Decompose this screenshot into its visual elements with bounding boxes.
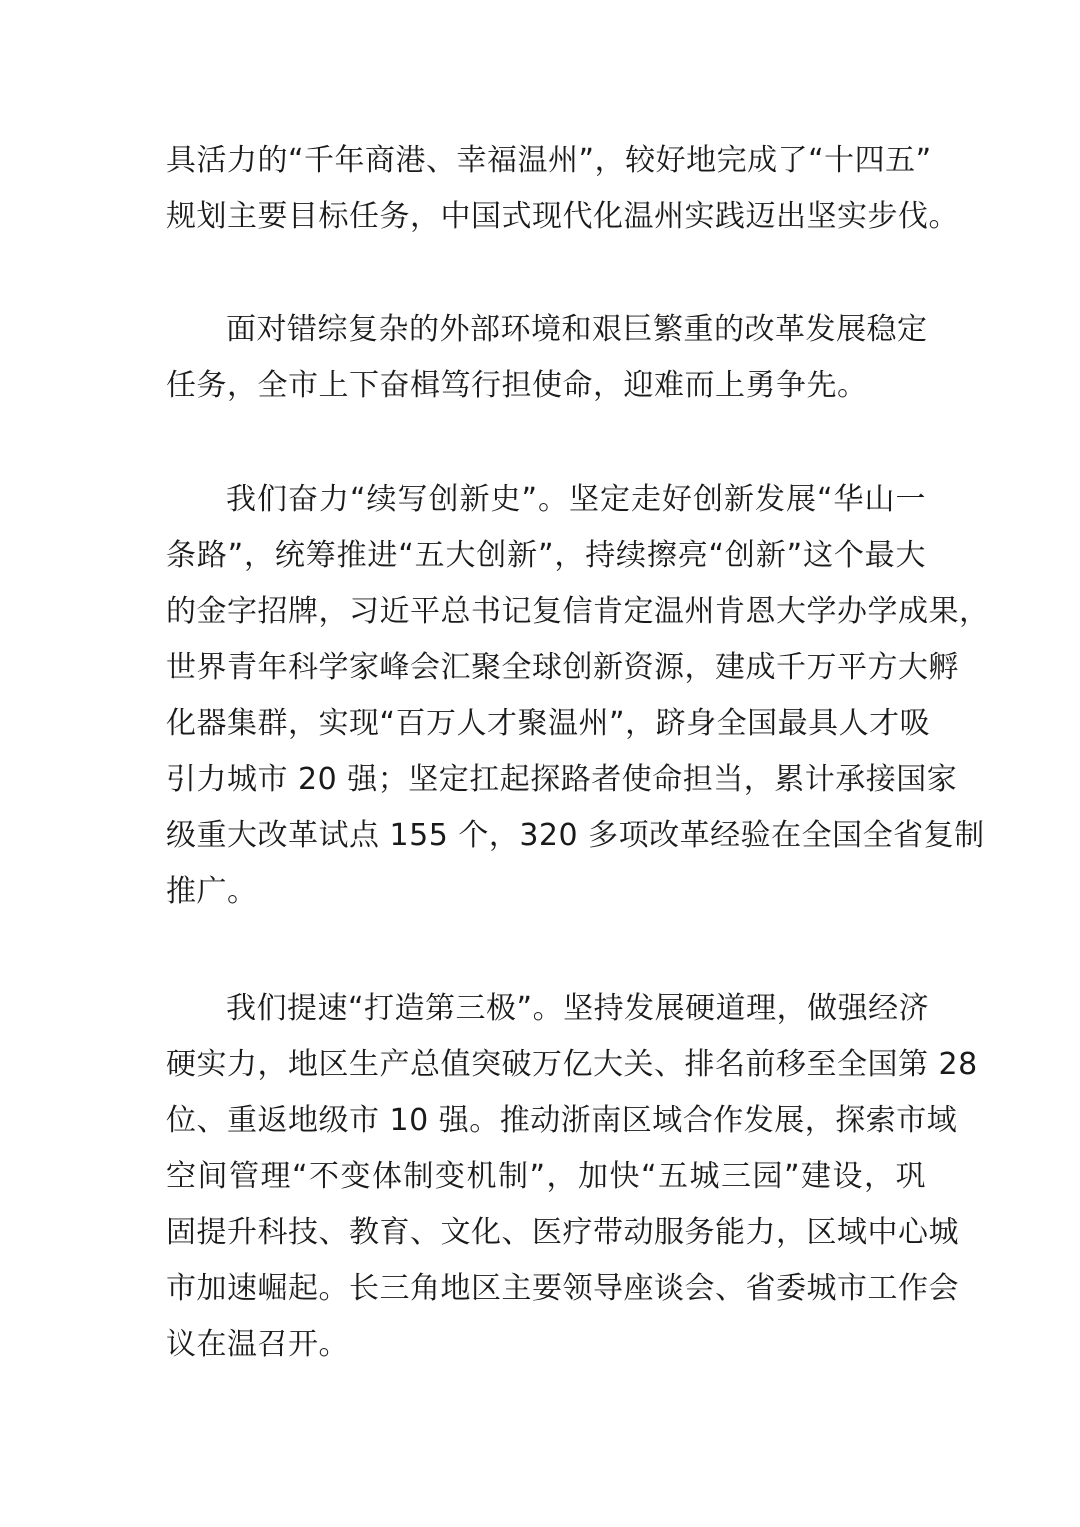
paragraph-line: 化器集群，实现“百万人才聚温州”，跻身全国最具人才吸	[166, 706, 931, 741]
paragraph-line: 推广。	[166, 874, 258, 909]
paragraph-4	[166, 981, 978, 1373]
paragraph-line: 级重大改革试点 155 个，320 多项改革经验在全国全省复制	[166, 818, 985, 853]
paragraph-line: 世界青年科学家峰会汇聚全球创新资源，建成千万平方大孵	[166, 650, 959, 685]
paragraph-line: 位、重返地级市 10 强。推动浙南区域合作发展，探索市域	[166, 1103, 958, 1138]
paragraph-line: 条路”，统筹推进“五大创新”，持续擦亮“创新”这个最大	[166, 538, 926, 573]
paragraph-2	[166, 302, 926, 414]
paragraph-line: 任务，全市上下奋楫笃行担使命，迎难而上勇争先。	[166, 368, 868, 403]
paragraph-line: 引力城市 20 强；坚定扛起探路者使命担当，累计承接国家	[166, 762, 958, 797]
paragraph-line: 硬实力，地区生产总值突破万亿大关、排名前移至全国第 28	[166, 1047, 978, 1082]
paragraph-line: 规划主要目标任务，中国式现代化温州实践迈出坚实步伐。	[166, 199, 959, 234]
paragraph-line: 市加速崛起。长三角地区主要领导座谈会、省委城市工作会	[166, 1271, 959, 1306]
paragraph-line: 面对错综复杂的外部环境和艰巨繁重的改革发展稳定	[226, 312, 928, 347]
paragraph-1	[166, 133, 959, 245]
paragraph-line: 议在温召开。	[166, 1327, 349, 1362]
paragraph-line: 我们奋力“续写创新史”。坚定走好创新发展“华山一	[226, 482, 926, 517]
paragraph-line: 空间管理“不变体制变机制”，加快“五城三园”建设，巩	[166, 1159, 926, 1194]
paragraph-line: 固提升科技、教育、文化、医疗带动服务能力，区域中心城	[166, 1215, 959, 1250]
paragraph-3	[166, 472, 990, 920]
paragraph-line: 的金字招牌，习近平总书记复信肯定温州肯恩大学办学成果，	[166, 594, 990, 629]
paragraph-line: 我们提速“打造第三极”。坚持发展硬道理，做强经济	[226, 991, 930, 1026]
paragraph-line: 具活力的“千年商港、幸福温州”，较好地完成了“十四五”	[166, 143, 932, 178]
